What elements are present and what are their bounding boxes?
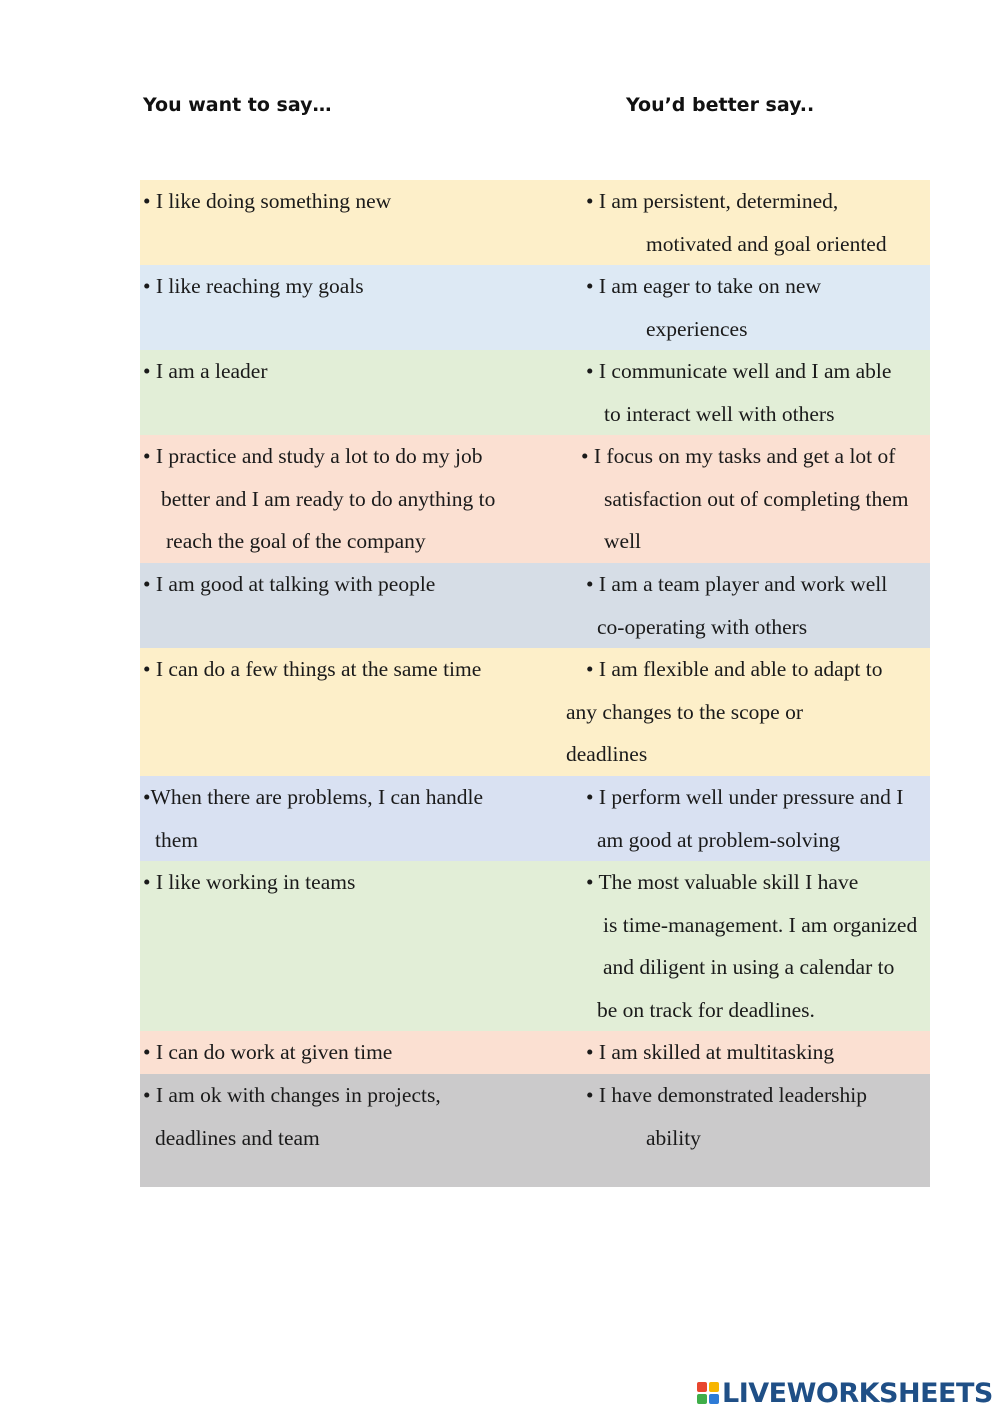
cell-line: motivated and goal oriented <box>646 231 887 256</box>
cell-line: • The most valuable skill I have <box>586 870 859 894</box>
cell-line: well <box>604 529 642 554</box>
table-row <box>140 1031 930 1074</box>
cell-line: to interact well with others <box>604 401 835 426</box>
better-say-cell <box>560 265 930 350</box>
cell-line: • I am flexible and able to adapt to <box>586 657 883 681</box>
table-row <box>140 861 930 1031</box>
table-row <box>140 563 930 648</box>
cell-line: • I am good at talking with people <box>143 572 436 596</box>
table-row <box>140 350 930 435</box>
cell-line: •When there are problems, I can handle <box>143 785 484 809</box>
want-to-say-cell <box>140 563 560 648</box>
better-say-cell <box>560 350 930 435</box>
cell-line: co-operating with others <box>597 614 808 639</box>
better-say-cell <box>560 1074 930 1187</box>
column-header-youd-better-say: You’d better say.. <box>626 94 815 116</box>
table-row <box>140 648 930 776</box>
cell-line: deadlines and team <box>155 1125 320 1150</box>
cell-line: ability <box>646 1125 701 1150</box>
cell-line: • I practice and study a lot to do my job <box>143 444 483 468</box>
cell-line: deadlines <box>566 742 648 767</box>
table-row <box>140 1074 930 1187</box>
want-to-say-cell <box>140 776 560 861</box>
better-say-cell <box>560 1031 930 1074</box>
table-row <box>140 265 930 350</box>
cell-line: • I communicate well and I am able <box>586 359 892 383</box>
want-to-say-cell <box>140 1074 560 1187</box>
cell-line: satisfaction out of completing them <box>604 486 909 511</box>
better-say-cell <box>560 648 930 776</box>
better-say-cell <box>560 180 930 265</box>
cell-line: • I am eager to take on new <box>586 274 821 298</box>
want-to-say-cell <box>140 350 560 435</box>
cell-line: • I like working in teams <box>143 870 356 894</box>
table-row <box>140 776 930 861</box>
cell-line: experiences <box>646 316 748 341</box>
cell-line: • I like reaching my goals <box>143 274 364 298</box>
want-to-say-cell <box>140 265 560 350</box>
cell-line: • I like doing something new <box>143 189 392 213</box>
cell-line: • I focus on my tasks and get a lot of <box>581 444 896 468</box>
table-row <box>140 180 930 265</box>
phrases-table <box>140 180 930 1187</box>
cell-line: reach the goal of the company <box>166 529 426 554</box>
column-header-you-want-to-say: You want to say… <box>143 94 332 116</box>
table-row <box>140 435 930 563</box>
want-to-say-cell <box>140 648 560 776</box>
cell-line: am good at problem-solving <box>597 827 841 852</box>
better-say-cell <box>560 563 930 648</box>
want-to-say-cell <box>140 861 560 1031</box>
cell-line: • I am a leader <box>143 359 268 383</box>
cell-line: is time-management. I am organized <box>603 912 918 937</box>
cell-line: • I can do work at given time <box>143 1040 393 1064</box>
cell-line: them <box>155 827 198 852</box>
better-say-cell <box>560 861 930 1031</box>
cell-line: • I have demonstrated leadership <box>586 1083 867 1107</box>
cell-line: • I perform well under pressure and I <box>586 785 904 809</box>
want-to-say-cell <box>140 435 560 563</box>
cell-line: • I am ok with changes in projects, <box>143 1083 441 1107</box>
cell-line: • I am skilled at multitasking <box>586 1040 835 1064</box>
cell-line: better and I am ready to do anything to <box>161 486 496 511</box>
liveworksheets-logo-text: LIVEWORKSHEETS <box>722 1377 993 1409</box>
cell-line: be on track for deadlines. <box>597 997 815 1022</box>
liveworksheets-logo-icon <box>697 1382 719 1404</box>
cell-line: • I am a team player and work well <box>586 572 888 596</box>
cell-line: • I can do a few things at the same time <box>143 657 482 681</box>
liveworksheets-logo <box>697 1376 993 1410</box>
cell-line: • I am persistent, determined, <box>586 189 839 213</box>
cell-line: any changes to the scope or <box>566 699 804 724</box>
better-say-cell <box>560 435 930 563</box>
want-to-say-cell <box>140 1031 560 1074</box>
cell-line: and diligent in using a calendar to <box>603 955 895 980</box>
better-say-cell <box>560 776 930 861</box>
want-to-say-cell <box>140 180 560 265</box>
